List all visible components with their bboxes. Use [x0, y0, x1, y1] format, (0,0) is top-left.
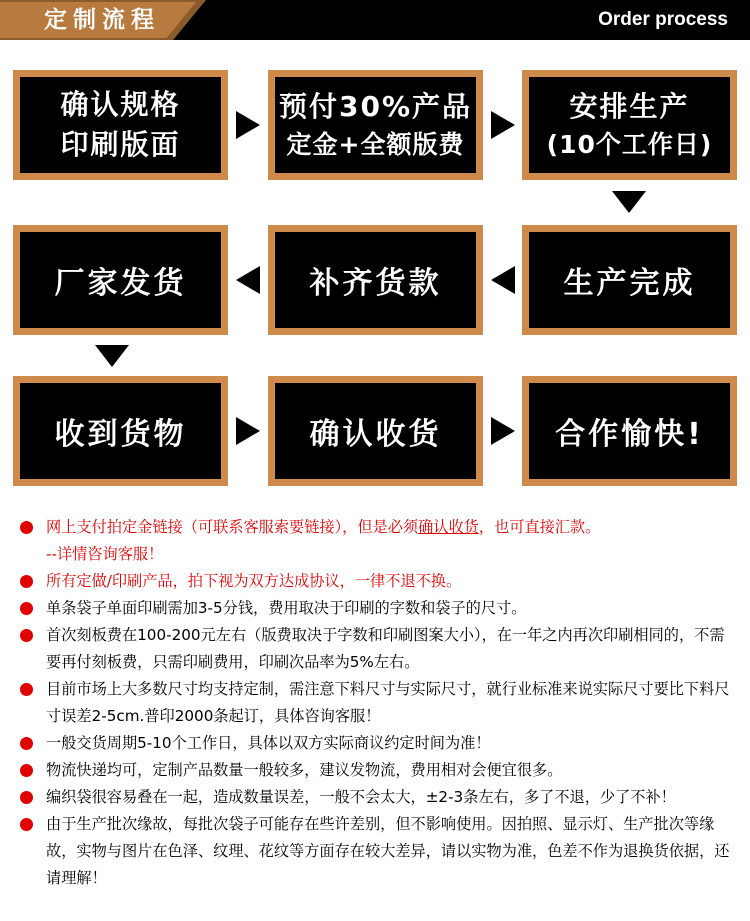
note-text: ，也可直接汇款。 — [478, 518, 601, 536]
note-item — [18, 676, 738, 730]
step-label: 生产完成 — [563, 266, 696, 301]
step-confirm-receipt — [268, 376, 483, 486]
note-text: 编织袋很容易叠在一起，造成数量误差，一般不会太大，±2-3条左右，多了不退，少了不补！ — [46, 788, 676, 806]
step-line1: 安排生产 — [569, 90, 690, 123]
bullet-dot-icon — [20, 521, 33, 534]
notes-list — [18, 514, 738, 892]
note-item — [18, 757, 738, 784]
step-line1: 确认规格 — [60, 88, 181, 121]
step-label: 补齐货款 — [309, 266, 442, 301]
note-text: 由于生产批次缘故，每批次袋子可能存在些许差别，但不影响使用。因拍照、显示灯、生产批次等缘故，实物与图片在色泽、纹理、花纹等方面存在较大差异，请以实物为准，色差不作为退换货依据，还请理解！ — [46, 815, 730, 887]
arrow-down-icon — [95, 345, 129, 367]
step-happy-cooperation — [522, 376, 737, 486]
note-text: 网上支付拍定金链接（可联系客服索要链接），但是必须 — [46, 518, 419, 536]
note-item — [18, 784, 738, 811]
bullet-dot-icon — [20, 683, 33, 696]
note-item — [18, 622, 738, 676]
step-production-done — [522, 225, 737, 335]
step-line2: 印刷版面 — [60, 128, 181, 161]
step-label: 确认收货 — [309, 417, 442, 452]
arrow-right-icon — [236, 111, 260, 139]
note-text: 单条袋子单面印刷需加3-5分钱，费用取决于印刷的字数和袋子的尺寸。 — [46, 599, 527, 617]
arrow-left-icon — [236, 266, 260, 294]
step-label: 厂家发货 — [54, 266, 187, 301]
header-subtitle-en: Order process — [598, 9, 728, 30]
step-factory-ship — [13, 225, 228, 335]
bullet-dot-icon — [20, 737, 33, 750]
step-line1: 预付30%产品 — [278, 90, 473, 123]
note-text: 物流快递均可，定制产品数量一般较多，建议发物流，费用相对会便宜很多。 — [46, 761, 563, 779]
note-underlined-text: 确认收货 — [418, 518, 479, 536]
bullet-dot-icon — [20, 818, 33, 831]
note-item — [18, 811, 738, 892]
step-label: 合作愉快! — [555, 417, 704, 452]
header-bar — [0, 0, 750, 40]
note-item — [18, 595, 738, 622]
bullet-dot-icon — [20, 764, 33, 777]
bullet-dot-icon — [20, 629, 33, 642]
step-confirm-spec — [13, 70, 228, 180]
step-line2: 定金+全额版费 — [286, 130, 465, 159]
arrow-right-icon — [491, 417, 515, 445]
note-text: --详情咨询客服！ — [46, 545, 164, 563]
step-pay-balance — [268, 225, 483, 335]
arrow-right-icon — [236, 417, 260, 445]
bullet-dot-icon — [20, 602, 33, 615]
bullet-dot-icon — [20, 575, 33, 588]
step-label: 收到货物 — [54, 417, 187, 452]
arrow-left-icon — [491, 266, 515, 294]
bullet-dot-icon — [20, 791, 33, 804]
step-arrange-production — [522, 70, 737, 180]
header-title: 定制流程 — [44, 7, 160, 33]
arrow-down-icon — [612, 191, 646, 213]
step-receive-goods — [13, 376, 228, 486]
arrow-right-icon — [491, 111, 515, 139]
note-item — [18, 514, 738, 568]
step-prepay — [268, 70, 483, 180]
note-text: 所有定做/印刷产品，拍下视为双方达成协议，一律不退不换。 — [46, 572, 462, 590]
note-text: 目前市场上大多数尺寸均支持定制，需注意下料尺寸与实际尺寸，就行业标准来说实际尺寸要比下料尺寸误差2-5cm.普印2000条起订，具体咨询客服！ — [46, 680, 730, 725]
note-item — [18, 568, 738, 595]
note-text: 首次刻板费在100-200元左右（版费取决于字数和印刷图案大小），在一年之内再次印刷相同的，不需要再付刻板费，只需印刷费用，印刷次品率为5%左右。 — [46, 626, 725, 671]
note-item — [18, 730, 738, 757]
step-line2: (10个工作日) — [546, 130, 713, 159]
note-text: 一般交货周期5-10个工作日，具体以双方实际商议约定时间为准！ — [46, 734, 491, 752]
